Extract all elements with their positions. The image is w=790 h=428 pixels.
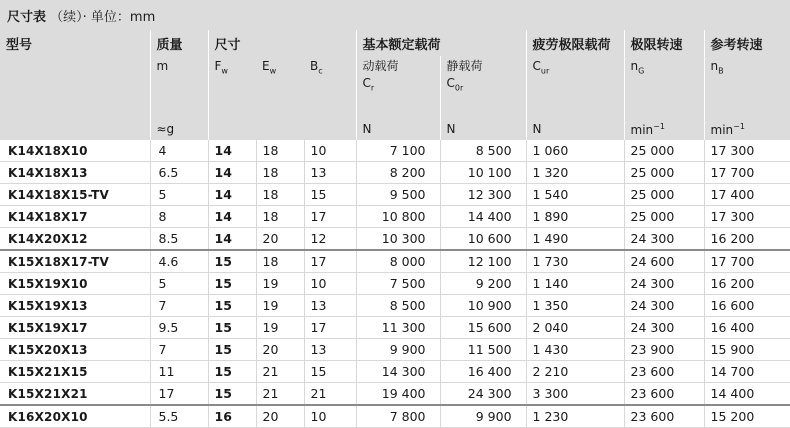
cell-limiting-speed: 24 300	[624, 317, 704, 339]
cell-dynamic-load: 9 900	[356, 339, 440, 361]
dynamic-load-subscript: r	[370, 83, 375, 93]
cell-mass: 9.5	[150, 317, 208, 339]
limit-unit-exponent: −1	[653, 122, 665, 131]
unit-static-load: N	[440, 122, 526, 140]
cell-fw: 14	[208, 228, 256, 251]
header-ref-symbol	[704, 56, 790, 122]
cell-model: K14X18X15-TV	[0, 184, 150, 206]
unit-mass: ≈g	[150, 122, 208, 140]
cell-limiting-speed: 23 600	[624, 383, 704, 406]
cell-model: K14X18X13	[0, 162, 150, 184]
cell-ew: 19	[256, 295, 304, 317]
cell-fw: 14	[208, 162, 256, 184]
limit-symbol: n	[630, 59, 639, 73]
cell-limiting-speed: 24 600	[624, 250, 704, 273]
cell-fw: 15	[208, 273, 256, 295]
header-static-load	[440, 56, 526, 122]
cell-fw: 15	[208, 317, 256, 339]
cell-mass: 11	[150, 361, 208, 383]
cell-dynamic-load: 19 400	[356, 383, 440, 406]
header-fw	[208, 56, 256, 122]
cell-mass: 4.6	[150, 250, 208, 273]
cell-fatigue-limit: 1 540	[526, 184, 624, 206]
table-row	[0, 317, 790, 339]
cell-dynamic-load: 7 100	[356, 140, 440, 162]
header-fatigue-symbol	[526, 56, 624, 122]
cell-dynamic-load: 10 800	[356, 206, 440, 228]
cell-model: K15X19X10	[0, 273, 150, 295]
header-model-blank	[0, 56, 150, 122]
header-mass-symbol	[150, 56, 208, 122]
ref-symbol: n	[710, 59, 719, 73]
cell-fw: 15	[208, 383, 256, 406]
cell-reference-speed: 16 400	[704, 317, 790, 339]
limit-subscript: G	[638, 66, 645, 76]
cell-reference-speed: 14 400	[704, 383, 790, 406]
bc-subscript: c	[318, 66, 323, 76]
cell-ew: 18	[256, 162, 304, 184]
cell-dynamic-load: 9 500	[356, 184, 440, 206]
cell-fatigue-limit: 1 350	[526, 295, 624, 317]
cell-limiting-speed: 25 000	[624, 206, 704, 228]
fatigue-symbol: C	[532, 59, 541, 73]
cell-dynamic-load: 8 000	[356, 250, 440, 273]
cell-bc: 15	[304, 184, 356, 206]
cell-ew: 18	[256, 140, 304, 162]
cell-static-load: 9 900	[440, 405, 526, 428]
cell-reference-speed: 16 200	[704, 228, 790, 251]
cell-fw: 15	[208, 361, 256, 383]
cell-mass: 4	[150, 140, 208, 162]
static-load-symbol: C	[446, 76, 455, 90]
cell-dynamic-load: 8 500	[356, 295, 440, 317]
cell-bc: 13	[304, 162, 356, 184]
fatigue-subscript: ur	[540, 66, 550, 76]
cell-mass: 5	[150, 184, 208, 206]
cell-reference-speed: 17 700	[704, 162, 790, 184]
unit-ref	[704, 122, 790, 140]
cell-reference-speed: 16 600	[704, 295, 790, 317]
header-reference-speed: 参考转速	[704, 30, 790, 56]
cell-static-load: 11 500	[440, 339, 526, 361]
cell-dynamic-load: 7 500	[356, 273, 440, 295]
cell-bc: 10	[304, 140, 356, 162]
cell-fatigue-limit: 2 040	[526, 317, 624, 339]
cell-fatigue-limit: 2 210	[526, 361, 624, 383]
header-bc	[304, 56, 356, 122]
bc-symbol: B	[310, 59, 319, 73]
cell-mass: 8	[150, 206, 208, 228]
cell-fw: 14	[208, 184, 256, 206]
cell-static-load: 10 600	[440, 228, 526, 251]
cell-fatigue-limit: 1 430	[526, 339, 624, 361]
cell-fw: 16	[208, 405, 256, 428]
fw-subscript: w	[221, 66, 228, 76]
ew-subscript: w	[269, 66, 277, 76]
cell-fw: 14	[208, 206, 256, 228]
header-limit-symbol	[624, 56, 704, 122]
table-row	[0, 339, 790, 361]
table-row	[0, 383, 790, 406]
header-limiting-speed: 极限转速	[624, 30, 704, 56]
cell-static-load: 10 100	[440, 162, 526, 184]
unit-dynamic-load: N	[356, 122, 440, 140]
cell-static-load: 15 600	[440, 317, 526, 339]
header-fatigue-limit-load: 疲劳极限载荷	[526, 30, 624, 56]
cell-limiting-speed: 24 300	[624, 295, 704, 317]
cell-ew: 19	[256, 273, 304, 295]
table-title-bar	[0, 0, 790, 30]
cell-fw: 14	[208, 140, 256, 162]
table-row	[0, 140, 790, 162]
cell-ew: 18	[256, 206, 304, 228]
limit-unit: min	[630, 123, 654, 137]
ref-unit-exponent: −1	[733, 122, 745, 131]
cell-ew: 20	[256, 228, 304, 251]
cell-mass: 17	[150, 383, 208, 406]
cell-reference-speed: 15 200	[704, 405, 790, 428]
header-ew	[256, 56, 304, 122]
unit-fw-blank	[208, 122, 256, 140]
static-load-subscript: 0r	[454, 83, 464, 93]
cell-ew: 18	[256, 250, 304, 273]
unit-fatigue: N	[526, 122, 624, 140]
cell-model: K15X19X13	[0, 295, 150, 317]
cell-dynamic-load: 14 300	[356, 361, 440, 383]
ref-subscript: B	[718, 66, 724, 76]
cell-ew: 21	[256, 361, 304, 383]
cell-bc: 21	[304, 383, 356, 406]
header-model: 型号	[0, 30, 150, 56]
cell-ew: 21	[256, 383, 304, 406]
cell-static-load: 8 500	[440, 140, 526, 162]
table-title-suffix: （续）· 单位：mm	[46, 9, 156, 25]
cell-model: K15X20X13	[0, 339, 150, 361]
cell-reference-speed: 16 200	[704, 273, 790, 295]
table-title: 尺寸表	[7, 9, 47, 25]
cell-reference-speed: 17 700	[704, 250, 790, 273]
cell-dynamic-load: 8 200	[356, 162, 440, 184]
cell-fatigue-limit: 1 060	[526, 140, 624, 162]
cell-model: K15X18X17-TV	[0, 250, 150, 273]
cell-bc: 13	[304, 339, 356, 361]
cell-model: K15X19X17	[0, 317, 150, 339]
mass-symbol: m	[156, 59, 169, 73]
cell-static-load: 12 300	[440, 184, 526, 206]
table-row	[0, 206, 790, 228]
cell-bc: 10	[304, 273, 356, 295]
cell-reference-speed: 17 400	[704, 184, 790, 206]
cell-ew: 20	[256, 339, 304, 361]
cell-bc: 17	[304, 206, 356, 228]
cell-fw: 15	[208, 250, 256, 273]
cell-reference-speed: 14 700	[704, 361, 790, 383]
table-row	[0, 361, 790, 383]
cell-limiting-speed: 24 300	[624, 273, 704, 295]
cell-model: K15X21X15	[0, 361, 150, 383]
table-row	[0, 184, 790, 206]
dynamic-load-label: 动载荷	[362, 59, 399, 73]
cell-fatigue-limit: 1 490	[526, 228, 624, 251]
cell-bc: 12	[304, 228, 356, 251]
cell-limiting-speed: 23 900	[624, 339, 704, 361]
cell-model: K14X18X10	[0, 140, 150, 162]
cell-ew: 20	[256, 405, 304, 428]
cell-limiting-speed: 25 000	[624, 184, 704, 206]
cell-ew: 18	[256, 184, 304, 206]
table-row	[0, 162, 790, 184]
table-body	[0, 140, 790, 428]
cell-static-load: 12 100	[440, 250, 526, 273]
cell-fatigue-limit: 1 140	[526, 273, 624, 295]
cell-limiting-speed: 24 300	[624, 228, 704, 251]
cell-limiting-speed: 25 000	[624, 162, 704, 184]
cell-mass: 8.5	[150, 228, 208, 251]
cell-limiting-speed: 23 600	[624, 361, 704, 383]
unit-limit	[624, 122, 704, 140]
table-row	[0, 228, 790, 251]
table-header	[0, 30, 790, 140]
ew-symbol: E	[262, 59, 270, 73]
cell-bc: 15	[304, 361, 356, 383]
cell-ew: 19	[256, 317, 304, 339]
cell-model: K14X18X17	[0, 206, 150, 228]
cell-limiting-speed: 23 600	[624, 405, 704, 428]
cell-fatigue-limit: 3 300	[526, 383, 624, 406]
cell-model: K14X20X12	[0, 228, 150, 251]
ref-unit: min	[710, 123, 734, 137]
cell-reference-speed: 15 900	[704, 339, 790, 361]
cell-mass: 5.5	[150, 405, 208, 428]
cell-fw: 15	[208, 295, 256, 317]
cell-bc: 17	[304, 250, 356, 273]
cell-static-load: 9 200	[440, 273, 526, 295]
cell-model: K16X20X10	[0, 405, 150, 428]
cell-reference-speed: 17 300	[704, 206, 790, 228]
cell-fatigue-limit: 1 890	[526, 206, 624, 228]
cell-mass: 5	[150, 273, 208, 295]
table-row	[0, 295, 790, 317]
cell-bc: 13	[304, 295, 356, 317]
fw-symbol: F	[214, 59, 222, 73]
cell-dynamic-load: 10 300	[356, 228, 440, 251]
cell-limiting-speed: 25 000	[624, 140, 704, 162]
cell-static-load: 24 300	[440, 383, 526, 406]
dynamic-load-symbol: C	[362, 76, 371, 90]
cell-mass: 7	[150, 339, 208, 361]
dimension-table	[0, 30, 790, 428]
header-mass: 质量	[150, 30, 208, 56]
table-row	[0, 405, 790, 428]
cell-static-load: 14 400	[440, 206, 526, 228]
cell-fatigue-limit: 1 320	[526, 162, 624, 184]
header-dynamic-load	[356, 56, 440, 122]
cell-model: K15X21X21	[0, 383, 150, 406]
unit-ew-blank	[256, 122, 304, 140]
header-dimensions: 尺寸	[208, 30, 356, 56]
table-row	[0, 273, 790, 295]
cell-mass: 7	[150, 295, 208, 317]
cell-fw: 15	[208, 339, 256, 361]
cell-reference-speed: 17 300	[704, 140, 790, 162]
cell-static-load: 16 400	[440, 361, 526, 383]
cell-fatigue-limit: 1 230	[526, 405, 624, 428]
cell-dynamic-load: 7 800	[356, 405, 440, 428]
unit-model-blank	[0, 122, 150, 140]
unit-bc-blank	[304, 122, 356, 140]
cell-static-load: 10 900	[440, 295, 526, 317]
cell-mass: 6.5	[150, 162, 208, 184]
cell-fatigue-limit: 1 730	[526, 250, 624, 273]
static-load-label: 静载荷	[446, 59, 483, 73]
cell-bc: 10	[304, 405, 356, 428]
header-basic-load-rating: 基本额定载荷	[356, 30, 526, 56]
table-row	[0, 250, 790, 273]
cell-bc: 17	[304, 317, 356, 339]
cell-dynamic-load: 11 300	[356, 317, 440, 339]
